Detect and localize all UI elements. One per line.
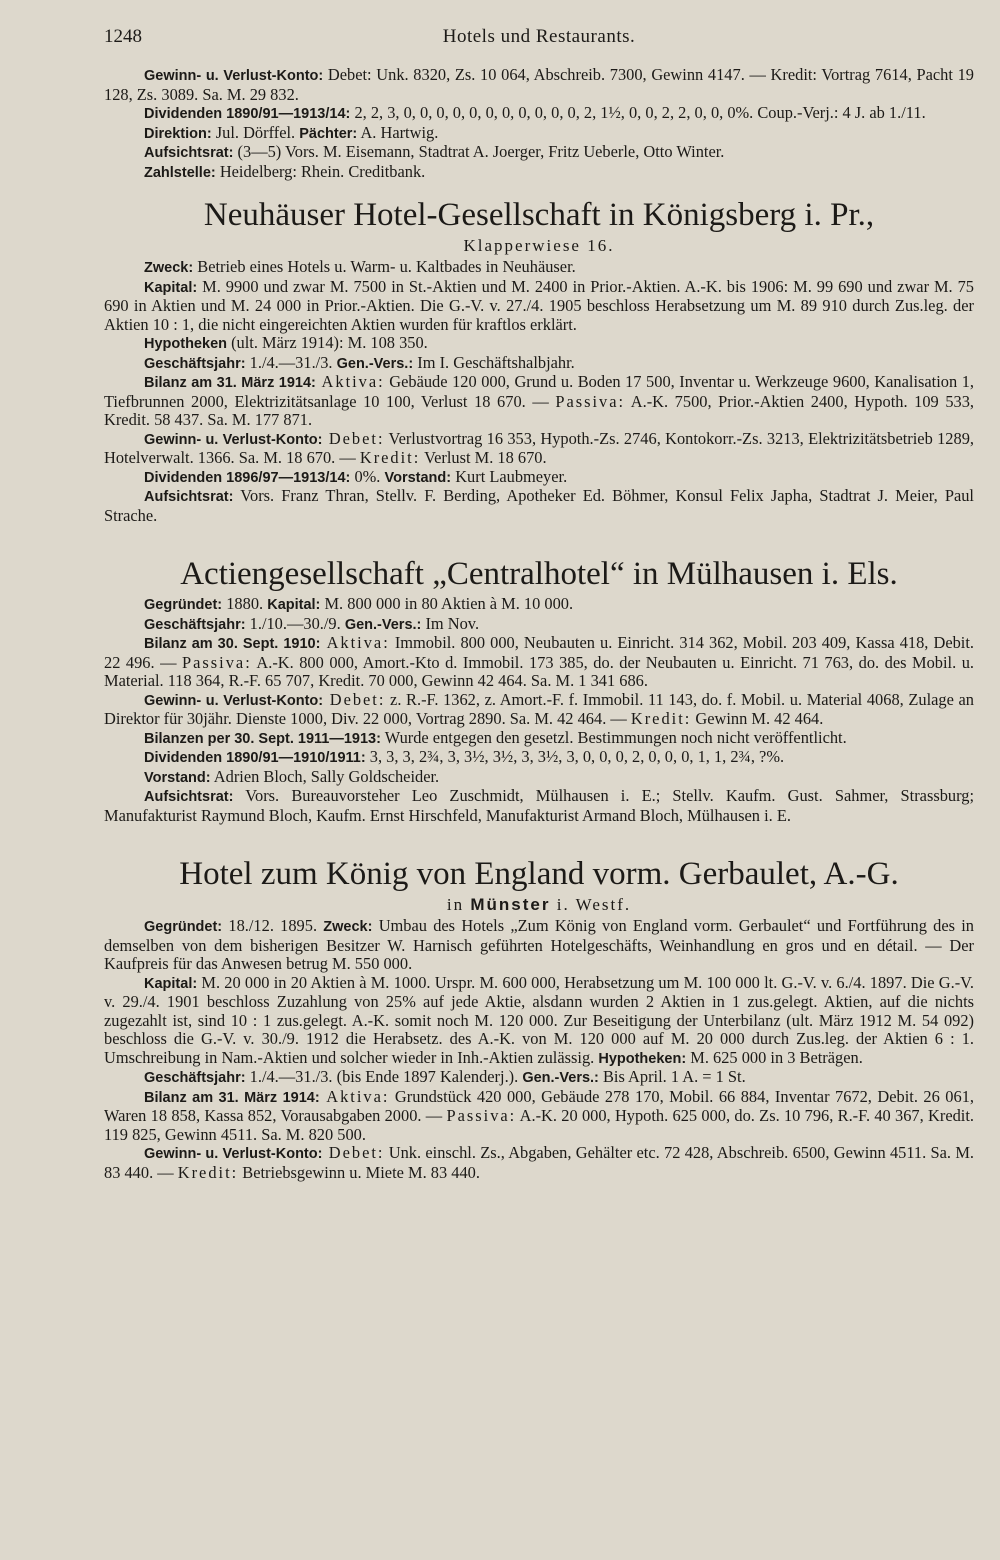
page-number: 1248 [104,26,142,47]
balance-sheet: Bilanz am 31. März 1914: Aktiva: Gebäude 120 000, Grund u. Boden 17 500, Inventar u. Werkzeuge 9600, Kanalisation 1, Tiefbrunnen 2000, Elektrizitätsanlage 10 100, Verlust 18 670. — Passiva: A.-K. 7500, Prior.-Aktien 2400, Hypoth. 109 533, Kredit. 58 437. Sa. M. 177 871. [104,372,975,429]
entry-title: Actiengesellschaft „Centralhotel“ in Mülhausen i. Els. [180,556,898,592]
founded-capital: Gegründet: 1880. Kapital: M. 800 000 in 80 Aktien à M. 10 000. [144,594,574,613]
supervisory-board: Aufsichtsrat: Vors. Bureauvorsteher Leo Zuschmidt, Mülhausen i. E.; Stellv. Kaufm. Gust. Sahmer, Strassburg; Manufakturist Raymund Bloch, Kaufm. Ernst Hirschfeld, Manufakturist Armand Bloch, Mülhausen i. E. [104,786,974,825]
dividends: Dividenden 1890/91—1910/1911: 3, 3, 3, 2¾, 3, 3½, 3½, 3, 3½, 3, 0, 0, 0, 2, 0, 0, 0, 1, 1, 2¾, ?%. [144,747,785,766]
founded-purpose: Gegründet: 18./12. 1895. Zweck: Umbau des Hotels „Zum König von England vorm. Gerbaulet“ und Fortführung des in demselben von dem bisherigen Besitzer W. Harnisch geführten Hotelgeschäfts, Weinhandlung en gros und en détail. — Der Kaufpreis für das Anwesen betrug M. 550 000. [104,916,974,973]
dividends: Dividenden 1890/91—1913/14: 2, 2, 3, 0, 0, 0, 0, 0, 0, 0, 0, 0, 0, 0, 2, 1½, 0, 0, 2, 2, 0, 0, 0%. Coup.-Verj.: 4 J. ab 1./11. [144,103,926,122]
entry-centralhotel [104,555,974,825]
balance-sheet: Bilanz am 30. Sept. 1910: Aktiva: Immobil. 800 000, Neubauten u. Einricht. 314 362, Mobil. 203 409, Kassa 418, Debit. 22 496. — Passiva: A.-K. 800 000, Amort.-Kto d. Immobil. 173 385, do. der Neubauten u. Einricht. 71 763, do. des Mobil. u. Material. 118 364, R.-F. 65 707, Kredit. 70 000, Gewinn 42 464. Sa. M. 1 341 686. [104,633,974,690]
previous-entry-continuation [104,66,974,182]
dividends: Dividenden 1896/97—1913/14: 0%. Vorstand: Kurt Laubmeyer. [144,466,568,486]
profit-loss-account: Gewinn- u. Verlust-Konto: Debet: z. R.-F. 1362, z. Amort.-F. f. Immobil. 11 143, do. f. Mobil. u. Material 4068, Zulage an Direktor für 30jähr. Dienste 1000, Div. 22 000, Vortrag 2890. Sa. M. 42 464. — Kredit: Gewinn M. 42 464. [104,689,974,728]
mortgages: Hypotheken (ult. März 1914): M. 108 350. [144,333,428,352]
purpose: Zweck: Betrieb eines Hotels u. Warm- u. Kaltbades in Neuhäuser. [144,257,576,276]
balances-note: Bilanzen per 30. Sept. 1911—1913: Wurde entgegen den gesetzl. Bestimmungen noch nicht veröffentlicht. [144,727,847,747]
fiscal-year: Geschäftsjahr: 1./10.—30./9. Gen.-Vers.: Im Nov. [144,613,480,633]
supervisory-board: Aufsichtsrat: (3—5) Vors. M. Eisemann, Stadtrat A. Joerger, Fritz Ueberle, Otto Winter. [144,142,725,161]
board: Vorstand: Adrien Bloch, Sally Goldscheider. [144,766,440,786]
entry-address: Klapperwiese 16. [463,236,615,255]
profit-loss-account: Gewinn- u. Verlust-Konto: Debet: Unk. 8320, Zs. 10 064, Abschreib. 7300, Gewinn 4147. — Kredit: Vortrag 7614, Pacht 19 128, Zs. 3089. Sa. M. 29 832. [104,65,974,104]
profit-loss-account: Gewinn- u. Verlust-Konto: Debet: Unk. einschl. Zs., Abgaben, Gehälter etc. 72 428, Abschreib. 6500, Gewinn 4511. Sa. M. 83 440. — Kredit: Betriebsgewinn u. Miete M. 83 440. [104,1143,974,1182]
profit-loss-account: Gewinn- u. Verlust-Konto: Debet: Verlustvortrag 16 353, Hypoth.-Zs. 2746, Kontokorr.-Zs. 3213, Elektrizitätsbetrieb 1289, Hotelverwalt. 1366. Sa. M. 18 670. — Kredit: Verlust M. 18 670. [104,428,974,467]
entry-neuhaeuser [104,196,974,525]
balance-sheet: Bilanz am 31. März 1914: Aktiva: Grundstück 420 000, Gebäude 278 170, Mobil. 66 884, Inventar 7672, Debit. 26 061, Waren 18 858, Kassa 852, Vorausabgaben 2000. — Passiva: A.-K. 20 000, Hypoth. 625 000, do. Zs. 10 796, R.-F. 40 367, Kredit. 119 825, Gewinn 4511. Sa. M. 820 500. [104,1086,974,1144]
entry-location: in Münster i. Westf. [446,895,632,914]
capital: Kapital: M. 9900 und zwar M. 7500 in St.-Aktien und M. 2400 in Prior.-Aktien. A.-K. bis 1906: M. 99 690 und zwar M. 75 690 in Aktien und M. 24 000 in Prior.-Aktien. Die G.-V. v. 27./4. 1905 beschloss Herabsetzung um M. 89 910 durch Zus.leg. der Aktien 10 : 1, die nicht eingereichten Aktien wurden für kraftlos erklärt. [104,276,974,334]
supervisory-board: Aufsichtsrat: Vors. Franz Thran, Stellv. F. Berding, Apotheker Ed. Böhmer, Konsul Felix Japha, Stadtrat J. Meier, Paul Strache. [104,486,974,525]
paying-agent: Zahlstelle: Heidelberg: Rhein. Creditbank. [144,161,426,181]
direction: Direktion: Jul. Dörffel. Pächter: A. Hartwig. [144,122,439,142]
capital: Kapital: M. 20 000 in 20 Aktien à M. 1000. Urspr. M. 600 000, Herabsetzung um M. 100 000 lt. G.-V. v. 6./4. 1897. Die G.-V. v. 29./4. 1901 beschloss Zuzahlung von 25% auf jede Aktie, alsdann wurden 2 Aktien in 1 zus.gelegt. Aktien, auf die nichts zugezahlt ist, sind 10 : 1 zus.gelegt. A.-K. somit noch M. 120 000. Zur Beseitigung der Unterbilanz (ult. März 1912 M. 54 092) beschloss die G.-V. v. 30./9. 1912 die Herabsetz. des A.-K. von M. 120 000 auf M. 20 000 durch Zus.leg. der Aktien 6 : 1. Umschreibung in Nam.-Aktien und solcher wieder in Inh.-Aktien zulässig. Hypotheken: M. 625 000 in 3 Beträgen. [104,972,974,1067]
fiscal-year: Geschäftsjahr: 1./4.—31./3. (bis Ende 1897 Kalenderj.). Gen.-Vers.: Bis April. 1 A. = 1 St. [144,1067,746,1086]
entry-title: Hotel zum König von England vorm. Gerbaulet, A.-G. [179,856,899,892]
entry-koenig-von-england [104,855,974,1182]
fiscal-year: Geschäftsjahr: 1./4.—31./3. Gen.-Vers.: Im I. Geschäftshalbjahr. [144,352,575,372]
page-header [104,26,974,66]
entry-title: Neuhäuser Hotel-Gesellschaft in Königsberg i. Pr., [203,197,875,233]
running-title: Hotels und Restaurants. [442,26,636,47]
